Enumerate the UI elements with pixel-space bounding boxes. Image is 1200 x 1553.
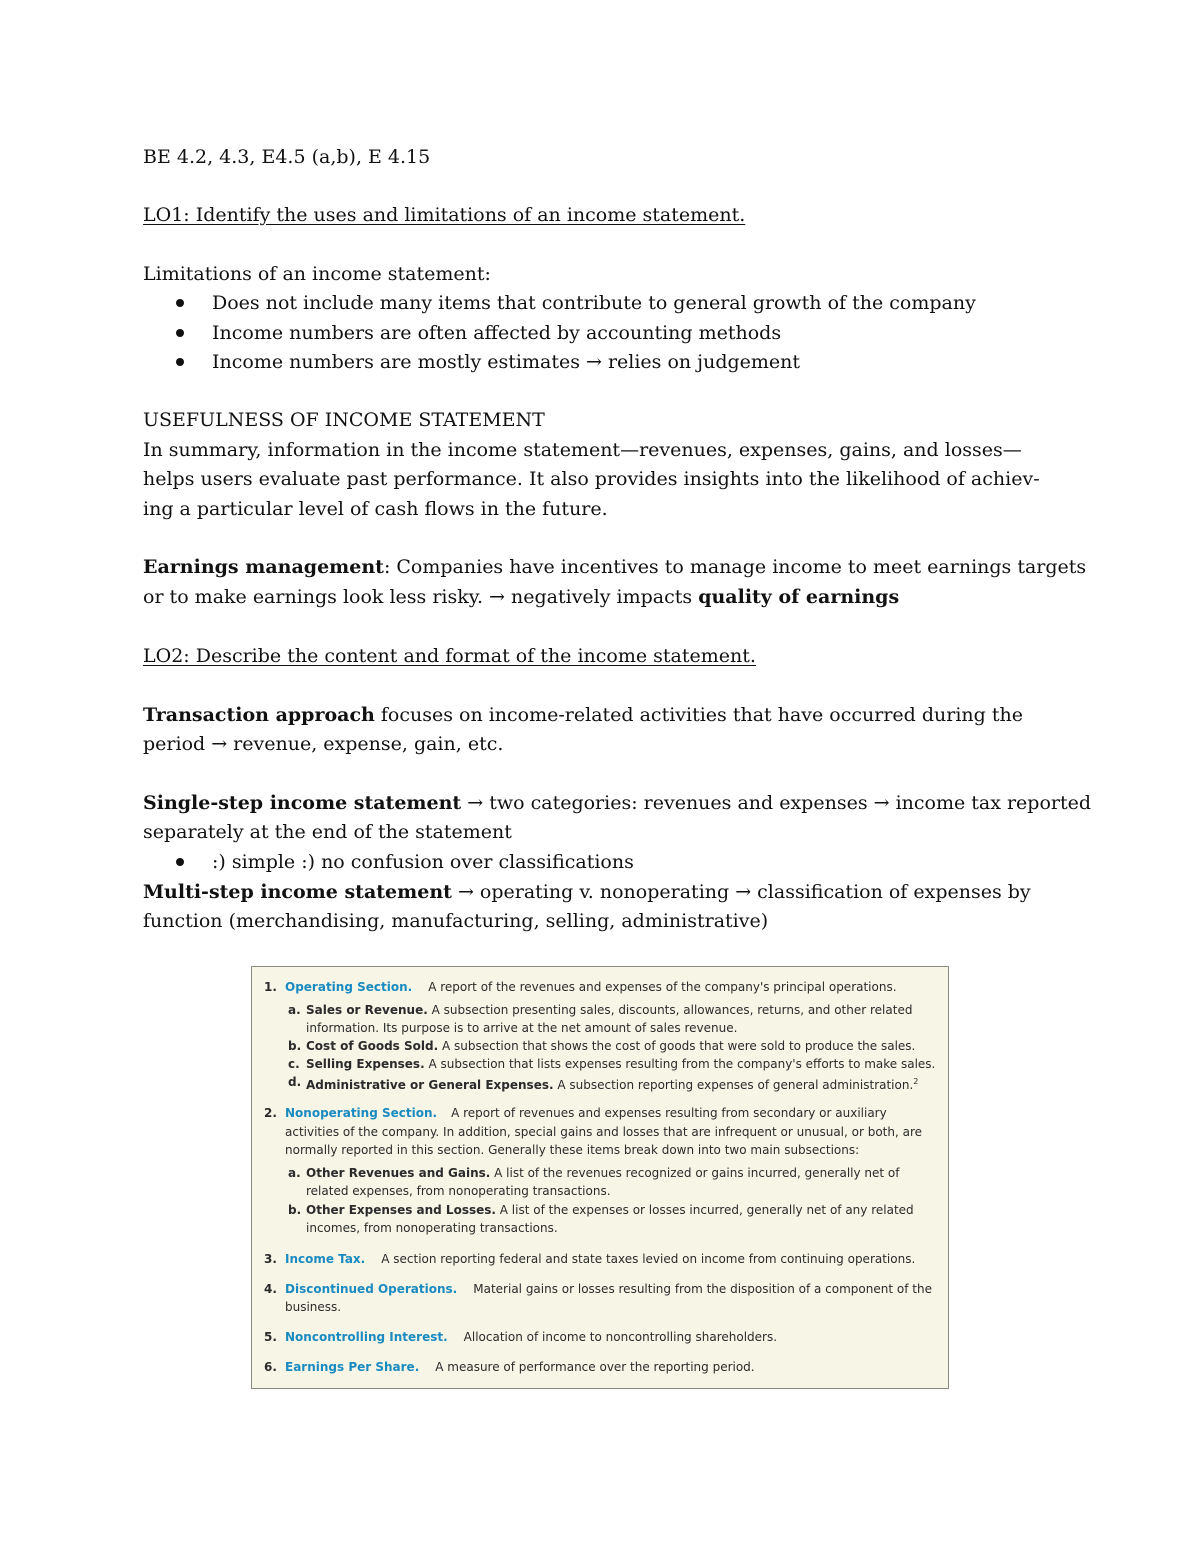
section-4-line: [285, 1281, 932, 1297]
subsection-title: Sales or Revenue.: [306, 1003, 428, 1017]
section-text: Material gains or losses resulting from the disposition of a component of the: [473, 1282, 932, 1296]
single-step-term: Single-step income statement: [143, 792, 462, 814]
subsection-label: c.: [288, 1057, 300, 1071]
multi-step-term: Multi-step income statement: [143, 881, 452, 903]
section-title: Nonoperating Section.: [285, 1106, 438, 1120]
section-title: Operating Section.: [285, 980, 413, 994]
usefulness-paragraph-line: helps users evaluate past performance. It also provides insights into the likelihood of achiev-: [143, 468, 1040, 490]
multi-step-line-2: function (merchandising, manufacturing, selling, administrative): [143, 910, 769, 932]
section-title: Discontinued Operations.: [285, 1282, 458, 1296]
subsection-line-2: information. Its purpose is to arrive at the net amount of sales revenue.: [306, 1021, 738, 1035]
section-text-line: normally reported in this section. Generally these items break down into two main subsections:: [285, 1143, 860, 1157]
single-step-line-2: separately at the end of the statement: [143, 821, 512, 843]
quality-of-earnings-term: quality of earnings: [698, 586, 900, 608]
section-number: 6.: [264, 1360, 277, 1374]
subsection-line: [306, 1002, 912, 1018]
usefulness-paragraph-line: ing a particular level of cash flows in the future.: [143, 498, 608, 520]
subsection-line: [306, 1074, 918, 1093]
earnings-management-text: : Companies have incentives to manage income to meet earnings targets: [383, 556, 1087, 578]
bullet-dot: [176, 858, 184, 866]
multi-step-text: → operating v. nonoperating → classification of expenses by: [451, 881, 1031, 903]
subsection-title: Administrative or General Expenses.: [306, 1078, 554, 1092]
single-step-line: [143, 791, 1091, 815]
subsection-label: a.: [288, 1003, 301, 1017]
section-text-line: business.: [285, 1300, 342, 1314]
section-number: 4.: [264, 1282, 277, 1296]
subsection-title: Other Revenues and Gains.: [306, 1166, 491, 1180]
subsection-line: [306, 1056, 935, 1072]
subsection-text: A list of the expenses or losses incurred, generally net of any related: [495, 1203, 914, 1217]
single-step-bullet: :) simple :) no confusion over classifications: [212, 851, 634, 873]
section-number: 1.: [264, 980, 277, 994]
usefulness-title: USEFULNESS OF INCOME STATEMENT: [143, 409, 545, 431]
limitation-item: Does not include many items that contribute to general growth of the company: [212, 292, 976, 314]
footnote-marker: 2: [913, 1077, 919, 1086]
earnings-management-text-2: or to make earnings look less risky. → negatively impacts: [143, 586, 699, 608]
income-statement-sections-figure: [251, 966, 949, 1389]
section-2-line: [285, 1105, 887, 1121]
section-title: Earnings Per Share.: [285, 1360, 420, 1374]
section-title: Noncontrolling Interest.: [285, 1330, 448, 1344]
section-text-line: activities of the company. In addition, special gains and losses that are infrequent or unusual, or both, are: [285, 1125, 923, 1139]
section-text: A measure of performance over the reporting period.: [435, 1360, 755, 1374]
bullet-dot: [176, 299, 184, 307]
section-number: 2.: [264, 1106, 277, 1120]
subsection-text: A subsection that lists expenses resulting from the company's efforts to make sales.: [424, 1057, 936, 1071]
earnings-management-term: Earnings management: [143, 556, 384, 578]
bullet-dot: [176, 358, 184, 366]
subsection-line: [306, 1202, 914, 1218]
section-5-line: [285, 1329, 777, 1345]
usefulness-paragraph-line: In summary, information in the income statement—revenues, expenses, gains, and losses—: [143, 439, 1022, 461]
bullet-dot: [176, 329, 184, 337]
subsection-title: Other Expenses and Losses.: [306, 1203, 496, 1217]
lo2-heading: LO2: Describe the content and format of the income statement.: [143, 645, 756, 667]
transaction-approach-term: Transaction approach: [143, 704, 375, 726]
subsection-line: [306, 1038, 915, 1054]
transaction-approach-line: [143, 703, 1023, 727]
section-text: Allocation of income to noncontrolling shareholders.: [463, 1330, 778, 1344]
section-3-line: [285, 1251, 915, 1267]
section-number: 5.: [264, 1330, 277, 1344]
earnings-management-line-2: [143, 585, 899, 609]
subsection-title: Selling Expenses.: [306, 1057, 425, 1071]
section-text: A report of the revenues and expenses of the company's principal operations.: [428, 980, 897, 994]
section-1-line: [285, 979, 897, 995]
subsection-text: A subsection presenting sales, discounts, allowances, returns, and other related: [427, 1003, 913, 1017]
subsection-line-2: related expenses, from nonoperating transactions.: [306, 1184, 611, 1198]
section-text: A report of revenues and expenses resulting from secondary or auxiliary: [451, 1106, 887, 1120]
single-step-text: → two categories: revenues and expenses → income tax reported: [461, 792, 1092, 814]
subsection-line: [306, 1165, 900, 1181]
section-title: Income Tax.: [285, 1252, 366, 1266]
limitation-item: Income numbers are often affected by accounting methods: [212, 322, 782, 344]
subsection-label: b.: [288, 1039, 302, 1053]
transaction-approach-text: focuses on income-related activities that have occurred during the: [374, 704, 1023, 726]
section-6-line: [285, 1359, 755, 1375]
limitation-item: Income numbers are mostly estimates → relies on judgement: [212, 351, 801, 373]
subsection-text: A subsection that shows the cost of goods that were sold to produce the sales.: [438, 1039, 916, 1053]
earnings-management-line: [143, 555, 1086, 579]
subsection-line-2: incomes, from nonoperating transactions.: [306, 1221, 558, 1235]
subsection-label: b.: [288, 1203, 302, 1217]
subsection-text: A subsection reporting expenses of general administration.: [553, 1078, 914, 1092]
subsection-title: Cost of Goods Sold.: [306, 1039, 439, 1053]
subsection-label: d.: [288, 1075, 302, 1089]
assignment-list: BE 4.2, 4.3, E4.5 (a,b), E 4.15: [143, 146, 431, 168]
section-number: 3.: [264, 1252, 277, 1266]
limitations-title: Limitations of an income statement:: [143, 263, 491, 285]
transaction-approach-line-2: period → revenue, expense, gain, etc.: [143, 733, 504, 755]
subsection-text: A list of the revenues recognized or gains incurred, generally net of: [490, 1166, 900, 1180]
lo1-heading: LO1: Identify the uses and limitations of an income statement.: [143, 204, 746, 226]
multi-step-line: [143, 880, 1031, 904]
section-text: A section reporting federal and state taxes levied on income from continuing operations.: [381, 1252, 916, 1266]
subsection-label: a.: [288, 1166, 301, 1180]
